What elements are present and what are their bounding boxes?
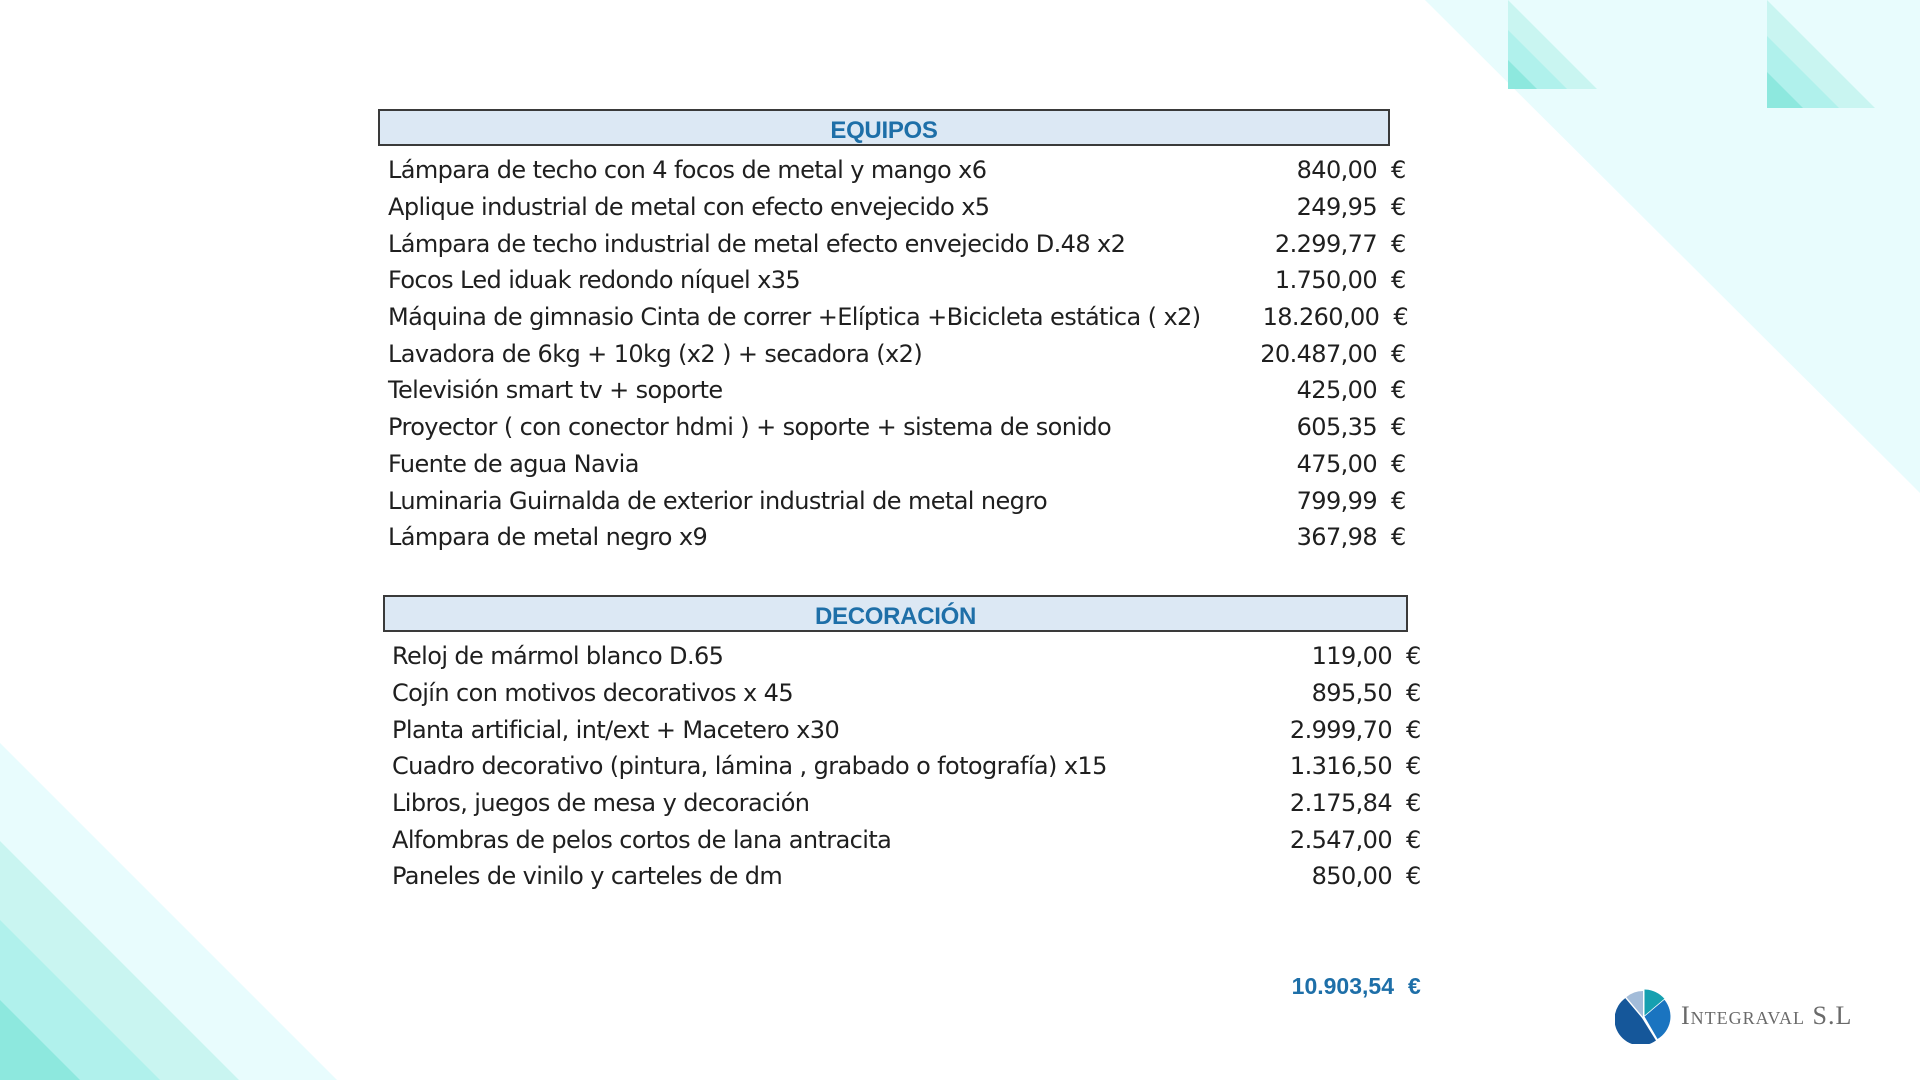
item-amount: 605,35 [1296, 413, 1377, 442]
item-amount: 18.260,00 [1262, 303, 1380, 332]
item-currency: € [1406, 679, 1421, 708]
item-amount: 249,95 [1296, 193, 1377, 222]
item-currency: € [1406, 642, 1421, 671]
equipos-list [388, 152, 1413, 556]
bottom-left-stripes [0, 743, 337, 1080]
item-description: Reloj de mármol blanco D.65 [392, 642, 724, 671]
company-name: Integraval S.L [1681, 1001, 1853, 1030]
list-item [388, 225, 1413, 262]
list-item [392, 785, 1428, 822]
item-amount: 367,98 [1296, 523, 1377, 552]
item-description: Paneles de vinilo y carteles de dm [392, 862, 783, 891]
item-description: Cuadro decorativo (pintura, lámina , grabado o fotografía) x15 [392, 752, 1107, 781]
item-description: Lámpara de techo industrial de metal efecto envejecido D.48 x2 [388, 229, 1126, 258]
list-item [388, 482, 1413, 519]
item-currency: € [1406, 752, 1421, 781]
item-amount: 1.316,50 [1289, 752, 1392, 781]
item-currency: € [1391, 413, 1406, 442]
list-item [392, 675, 1428, 712]
top-right-small-triangle-1 [1508, 0, 1597, 89]
item-currency: € [1406, 715, 1421, 744]
item-currency: € [1391, 193, 1406, 222]
top-right-triangle [1425, 0, 1920, 493]
pie-chart-icon [1615, 988, 1671, 1044]
item-description: Luminaria Guirnalda de exterior industrial de metal negro [388, 486, 1048, 515]
item-description: Focos Led iduak redondo níquel x35 [388, 266, 801, 295]
item-description: Aplique industrial de metal con efecto envejecido x5 [388, 193, 990, 222]
equipos-title: EQUIPOS [830, 116, 938, 144]
item-currency: € [1391, 229, 1406, 258]
item-description: Televisión smart tv + soporte [388, 376, 723, 405]
total-amount: 10.903,54 [1291, 972, 1394, 999]
list-item [392, 821, 1428, 858]
item-amount: 895,50 [1311, 679, 1392, 708]
item-description: Alfombras de pelos cortos de lana antracita [392, 825, 892, 854]
equipos-section-header [378, 109, 1390, 146]
item-currency: € [1391, 376, 1406, 405]
item-description: Máquina de gimnasio Cinta de correr +Elíptica +Bicicleta estática ( x2) [388, 303, 1201, 332]
item-currency: € [1406, 862, 1421, 891]
item-amount: 840,00 [1296, 156, 1377, 185]
item-amount: 425,00 [1296, 376, 1377, 405]
item-amount: 2.999,70 [1289, 715, 1392, 744]
item-description: Proyector ( con conector hdmi ) + soporte + sistema de sonido [388, 413, 1112, 442]
list-item [392, 858, 1428, 895]
list-item [392, 711, 1428, 748]
list-item [392, 748, 1428, 785]
item-currency: € [1391, 449, 1406, 478]
item-currency: € [1406, 825, 1421, 854]
item-amount: 2.547,00 [1289, 825, 1392, 854]
company-logo [1615, 988, 1852, 1044]
top-right-small-triangle-2 [1767, 0, 1875, 108]
item-currency: € [1391, 339, 1406, 368]
decoracion-title: DECORACIÓN [814, 602, 976, 630]
item-description: Cojín con motivos decorativos x 45 [392, 679, 794, 708]
list-item [388, 152, 1413, 189]
item-currency: € [1391, 266, 1406, 295]
list-item [388, 372, 1413, 409]
grand-total [1230, 968, 1430, 1004]
item-amount: 2.175,84 [1289, 789, 1392, 818]
item-amount: 850,00 [1311, 862, 1392, 891]
item-description: Lámpara de metal negro x9 [388, 523, 708, 552]
list-item [388, 335, 1413, 372]
total-currency: € [1408, 972, 1421, 999]
list-item [388, 409, 1413, 446]
item-currency: € [1391, 486, 1406, 515]
list-item [388, 519, 1413, 556]
item-amount: 799,99 [1296, 486, 1377, 515]
item-description: Planta artificial, int/ext + Macetero x30 [392, 715, 840, 744]
decoracion-section-header [383, 595, 1408, 632]
item-description: Fuente de agua Navia [388, 449, 639, 478]
item-amount: 119,00 [1311, 642, 1392, 671]
item-currency: € [1406, 789, 1421, 818]
list-item [392, 638, 1428, 675]
item-description: Libros, juegos de mesa y decoración [392, 789, 810, 818]
item-description: Lavadora de 6kg + 10kg (x2 ) + secadora (x2) [388, 339, 923, 368]
item-amount: 2.299,77 [1274, 229, 1377, 258]
item-currency: € [1391, 523, 1406, 552]
list-item [388, 446, 1413, 483]
list-item [388, 299, 1413, 336]
list-item [388, 262, 1413, 299]
list-item [388, 189, 1413, 226]
item-description: Lámpara de techo con 4 focos de metal y mango x6 [388, 156, 987, 185]
item-amount: 475,00 [1296, 449, 1377, 478]
decoracion-list [392, 638, 1428, 895]
item-currency: € [1391, 156, 1406, 185]
item-currency: € [1393, 303, 1408, 332]
item-amount: 20.487,00 [1260, 339, 1377, 368]
item-amount: 1.750,00 [1274, 266, 1377, 295]
